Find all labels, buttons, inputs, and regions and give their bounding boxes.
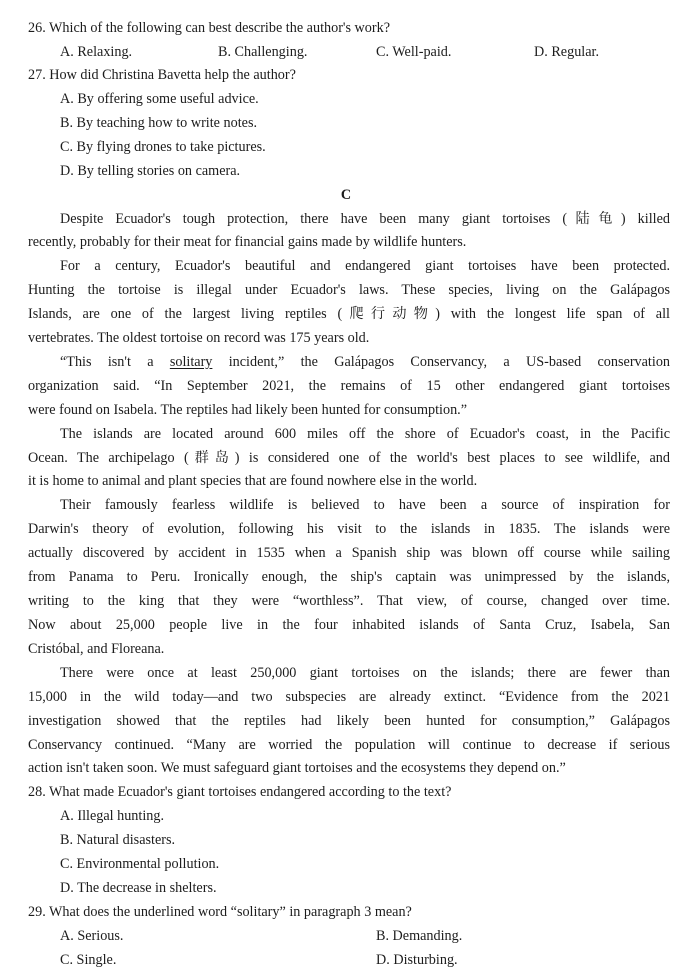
option-28-d: D. The decrease in shelters. [60,880,217,896]
paragraph-6-line: investigation showed that the reptiles had likely been hunted for consumption,” Galápagos [28,713,670,729]
option-28-c: C. Environmental pollution. [60,856,220,872]
question-29-options-row-2 [0,948,692,972]
paragraph-3-line: were found on Isabela. The reptiles had likely been hunted for consumption.” [28,402,468,418]
option-26-a: A. Relaxing. [60,44,133,60]
paragraph-6-line: action isn't taken soon. We must safeguard giant tortoises and the ecosystems they depend on.” [28,760,566,776]
paragraph-4-line: The islands are located around 600 miles off the shore of Ecuador's coast, in the Pacific [60,426,670,442]
question-27-stem: 27. How did Christina Bavetta help the author? [28,67,296,83]
paragraph-2-line: Islands, are one of the largest living reptiles (爬行动物) with the longest life span of all [28,306,670,322]
paragraph-5-line: Now about 25,000 people live in the four inhabited islands of Santa Cruz, Isabela, San [28,617,670,633]
option-27-b: B. By teaching how to write notes. [60,115,258,131]
option-26-b: B. Challenging. [218,44,308,60]
section-label: C [340,187,352,203]
option-26-c: C. Well-paid. [376,44,452,60]
paragraph-5-line: from Panama to Peru. Ironically enough, the ship's captain was unimpressed by the islands, [28,569,670,585]
question-29-options-row-1 [0,924,692,948]
paragraph-4-line: it is home to animal and plant species that are found nowhere else in the world. [28,473,478,489]
paragraph-6-line: 15,000 in the wild today—and two subspecies are already extinct. “Evidence from the 2021 [28,689,670,705]
paragraph-2-line: For a century, Ecuador's beautiful and endangered giant tortoises have been protected. [60,258,670,274]
option-29-b: B. Demanding. [376,928,463,944]
option-28-b: B. Natural disasters. [60,832,176,848]
paragraph-5-line: Their famously fearless wildlife is believed to have been a source of inspiration for [60,497,670,513]
paragraph-5-line: writing to the king that they were “worthless”. That view, of course, changed over time. [28,593,670,609]
paragraph-5-line: Cristóbal, and Floreana. [28,641,165,657]
question-26-stem: 26. Which of the following can best describe the author's work? [28,20,391,36]
paragraph-4-line: Ocean. The archipelago (群岛) is considered one of the world's best places to see wildlife, and [28,450,670,466]
option-29-a: A. Serious. [60,928,124,944]
option-27-d: D. By telling stories on camera. [60,163,241,179]
paragraph-2-line: Hunting the tortoise is illegal under Ecuador's laws. These species, living on the Galápagos [28,282,670,298]
option-29-d: D. Disturbing. [376,952,458,968]
paragraph-1-line: Despite Ecuador's tough protection, there have been many giant tortoises (陆龟) killed [60,211,670,227]
paragraph-5-line: actually discovered by accident in 1535 when a Spanish ship was blown off course while sailing [28,545,670,561]
option-27-c: C. By flying drones to take pictures. [60,139,266,155]
option-27-a: A. By offering some useful advice. [60,91,259,107]
question-28-stem: 28. What made Ecuador's giant tortoises endangered according to the text? [28,784,452,800]
option-28-a: A. Illegal hunting. [60,808,165,824]
option-26-d: D. Regular. [534,44,600,60]
paragraph-2-line: vertebrates. The oldest tortoise on record was 175 years old. [28,330,370,346]
paragraph-3-text-after: incident,” the Galápagos Conservancy, a US-based conservation [212,354,671,370]
option-29-c: C. Single. [60,952,117,968]
paragraph-3-text-before: “This isn't a [60,354,170,370]
paragraph-6-line: There were once at least 250,000 giant tortoises on the islands; there are fewer than [60,665,670,681]
paragraph-1-line: recently, probably for their meat for financial gains made by wildlife hunters. [28,234,467,250]
question-29-stem: 29. What does the underlined word “solitary” in paragraph 3 mean? [28,904,412,920]
question-26-options [0,40,692,64]
paragraph-5-line: Darwin's theory of evolution, following his visit to the islands in 1835. The islands were [28,521,670,537]
paragraph-6-line: Conservancy continued. “Many are worried the population will continue to decrease if serious [28,737,670,753]
paragraph-3-first-line [0,350,692,374]
underlined-word-solitary: solitary [169,354,213,370]
paragraph-3-line: organization said. “In September 2021, the remains of 15 other endangered giant tortoises [28,378,670,394]
